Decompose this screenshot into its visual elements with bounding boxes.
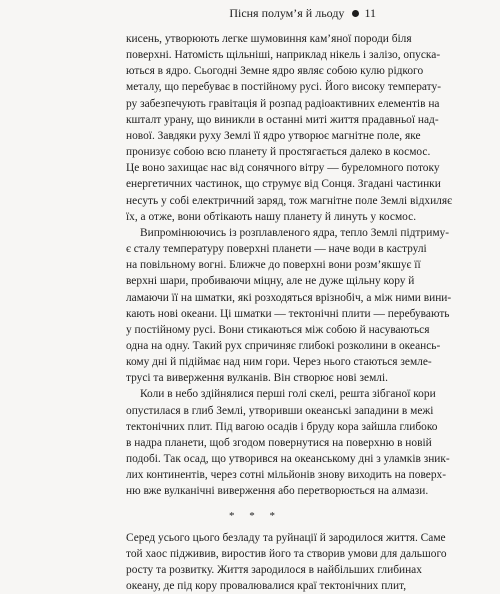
text-line: росту та розвитку. Життя зародилося в найбільших глибинах xyxy=(126,564,422,576)
text-line: Серед усього цього безладу та руйнації й зародилося життя. Саме xyxy=(126,531,446,544)
text-line: ню вже вулканічні виверження або перетворюється на алмази. xyxy=(126,485,429,498)
text-line: металу, що перебуває в постійному русі. Його високу температу- xyxy=(126,81,441,94)
text-line: їх, а отже, вони обтікають нашу планету й линуть у космос. xyxy=(126,210,417,223)
text-line: у постійному русі. Вони стикаються між собою й насуваються xyxy=(126,323,430,336)
text-line: Випромінюючись із розплавленого ядра, тепло Землі підтриму- xyxy=(140,226,450,239)
text-line: кшталт урану, що виникли в останні миті життя прадавньої над- xyxy=(126,113,439,126)
text-line: кисень, утворюють легке шумовиння кам’яної породи біля xyxy=(126,33,412,45)
text-line: нової. Завдяки руху Землі її ядро утворює магнітне поле, яке xyxy=(126,129,421,142)
text-line: несуть у собі електричний заряд, тож магнітне поле Землі відхиляє xyxy=(126,194,452,207)
page-body xyxy=(126,31,452,594)
text-line: трусі та виверження вулканів. Він створює нові землі. xyxy=(126,372,388,385)
section-separator: * * * xyxy=(229,509,281,522)
paragraph-2 xyxy=(126,225,452,387)
text-line: одна на одну. Такий рух спричиняє глибокі розколини в океансь- xyxy=(126,339,441,352)
text-line: Це воно захищає нас від сонячного вітру — буреломного потоку xyxy=(126,162,440,175)
text-line: Коли в небо здійнялися перші голі скелі, решта зібганої кори xyxy=(140,388,436,401)
text-line: є сталу температуру поверхні планети — наче води в каструлі xyxy=(126,243,427,256)
text-line: поверхні. Натомість щільніші, наприклад нікель і залізо, опуска- xyxy=(126,49,441,62)
running-header xyxy=(229,6,376,20)
running-title: Пісня полум’я й льоду xyxy=(229,6,345,20)
text-line: тектонічних плит. Під вагою осадів і бруду кора зайшла глибоко xyxy=(126,420,438,433)
text-line: в надра планети, щоб згодом повернутися на поверхню в новій xyxy=(126,436,432,449)
text-line: кому дні й підіймає над ним гори. Через нього стаються земле- xyxy=(126,356,432,369)
text-line: енергетичних частинок, що струмує від Сонця. Згадані частинки xyxy=(126,178,441,191)
paragraph-1 xyxy=(126,31,452,225)
bullet-dot-icon xyxy=(352,10,359,17)
page-number: 11 xyxy=(364,6,376,20)
text-line: ються в ядро. Сьогодні Земне ядро являє собою кулю рідкого xyxy=(126,65,424,78)
text-line: ламаючи її на шматки, які розходяться врізнобіч, а між ними вини- xyxy=(126,291,452,304)
text-line: океану, де під кору провалювалися краї тектонічних плит, xyxy=(126,580,407,593)
text-line: кають нові океани. Ці шматки — тектонічні плити — перебувають xyxy=(126,307,450,320)
paragraph-4 xyxy=(126,530,447,594)
text-line: подобі. Так осад, що утворився на океанському дні з уламків зник- xyxy=(126,453,450,466)
text-line: на повільному вогні. Ближче до поверхні вони розм’якшує її xyxy=(126,259,421,272)
text-line: ру забезпечують гравітація й розпад радіоактивних елементів на xyxy=(126,97,440,110)
text-line: лих континентів, через сотні мільйонів знову виходить на поверх- xyxy=(126,469,447,482)
text-line: опустилася в глиб Землі, утворивши океанські западини в межі xyxy=(126,404,434,417)
text-line: той хаос підживив, виростив його та створив умови для дальшого xyxy=(126,547,447,560)
text-line: пронизує собою всю планету й простягається далеко в космос. xyxy=(126,146,431,159)
text-line: верхні шари, пробиваючи міцну, але не дуже щільну кору й xyxy=(126,275,415,288)
paragraph-3 xyxy=(126,386,450,499)
